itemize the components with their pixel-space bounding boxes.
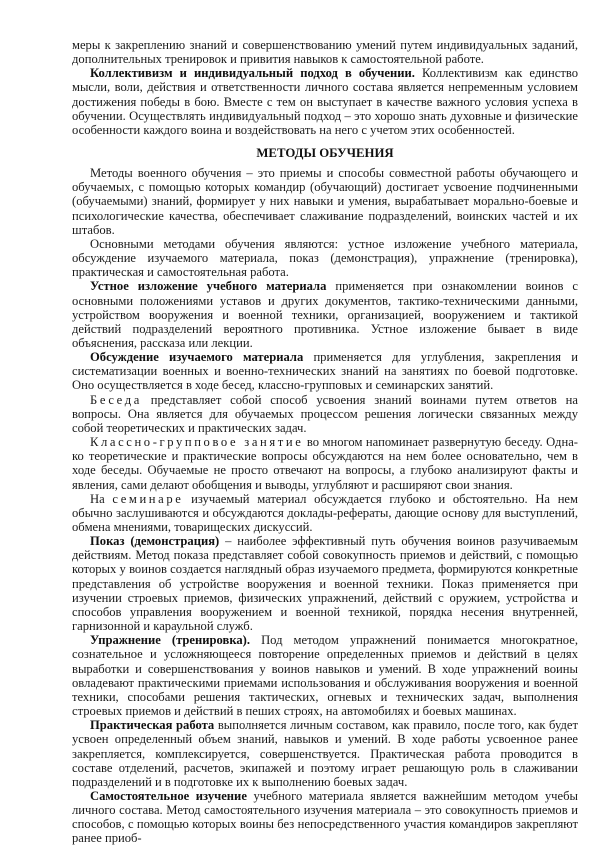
paragraph-exercise: Упражнение (тренировка). Под методом упражнений понимается многократное, сознательное и усложняющееся повторение определенных приемов и действий в целях выработки и совершенствования у воинов навыков и умений. В ходе упражнений воины овладевают практическими приемами использования и обслуживания вооружения и военной техники, способами решения тактических, огневых и технических задач, выполнения строевых приемов и действий в пеших строях, на автомобилях и боевых машинах. <box>72 633 578 719</box>
paragraph-oral-presentation: Устное изложение учебного материала применяется при ознакомлении воинов с основными положениями уставов и других документов, тактико-техническими данными, устройством вооружения и военной техники, организацией, вооружением и тактикой действий подразделений вероятного противника. Устное изложение бывает в виде объяснения, рассказа или лекции. <box>72 279 578 350</box>
spaced-lead: Классно-групповое занятие <box>90 435 304 450</box>
paragraph-practical-work: Практическая работа выполняется личным составом, как правило, после того, как будет усвоен определенный объем знаний, навыков и умений. В ходе работы усвоенное ранее закрепляется, комплексируется, совершенствуется. Практическая работа проводится в составе отделений, расчетов, экипажей и поэтому играет решающую роль в слаживании подразделений и в подготовке их к выполнению боевых задач. <box>72 718 578 789</box>
section-heading: МЕТОДЫ ОБУЧЕНИЯ <box>256 146 394 161</box>
spaced-lead: семинаре <box>112 491 184 506</box>
paragraph-discussion: Обсуждение изучаемого материала применяется для углубления, закрепления и систематизации военных и военно-технических знаний на занятиях по боевой подготовке. Оно осуществляется в ходе бесед, классно-групповых и семинарских занятий. <box>72 350 578 393</box>
paragraph-seminar: На семинаре изучаемый материал обсуждается глубоко и обстоятельно. На нем обычно заслушиваются и обсуждаются доклады-рефераты, дающие основу для выступлений, обмена мнениями, товарищеских дискуссий. <box>72 491 578 534</box>
document-page <box>72 38 578 846</box>
bold-lead: Обсуждение изучаемого материала <box>90 350 304 365</box>
bold-lead: Показ (демонстрация) <box>90 534 220 549</box>
paragraph-continued: меры к закреплению знаний и совершенствованию умений путем индивидуальных заданий, дополнительных тренировок и привития навыков к самостоятельной работе. <box>72 38 578 67</box>
paragraph-collectivism: Коллективизм и индивидуальный подход в обучении. Коллективизм как единство мысли, воли, действия и ответственности личного состава является непременным условием достижения победы в бою. Вместе с тем он выступает в качестве важного условия успеха в обучении. Осуществлять индивидуальный подход – это хорошо знать духовные и физические особенности каждого воина и воздействовать на него с учетом этих особенностей. <box>72 66 578 137</box>
paragraph-class-group: Классно-групповое занятие во многом напоминает развернутую беседу. Однако теоретические и практические вопросы обсуждаются на нем более основательно, чем в ходе беседы. Обучаемые не просто отвечают на вопросы, а глубоко анализируют факты и явления, сами делают обобщения и выводы, углубляют и расширяют свои знания. <box>72 435 578 492</box>
paragraph-demonstration: Показ (демонстрация) – наиболее эффективный путь обучения воинов разучиваемым действиям. Метод показа представляет собой совокупность приемов и действий, с помощью которых у воинов создается наглядный образ изучаемого предмета, формируются конкретные представления об устройстве вооружения и военной техники. Показ применяется при изучении строевых приемов, физических упражнений, действий с оружием, устройства и способов управления вооружением и военной техникой, порядка несения внутренней, гарнизонной и караульной служб. <box>72 534 578 634</box>
spaced-lead: Беседа <box>90 392 142 407</box>
paragraph-conversation: Беседа представляет собой способ усвоения знаний воинами путем ответов на вопросы. Она является для обучаемых процессом решения логически связанных между собой теоретических и практических задач. <box>72 392 578 435</box>
bold-lead: Самостоятельное изучение <box>90 788 247 803</box>
paragraph-methods-definition: Методы военного обучения – это приемы и способы совместной работы обучающего и обучаемых, с помощью которых командир (обучающий) достигает усвоение подчиненными (обучаемыми) знаний, формирует у них навыки и умения, вырабатывает морально-боевые и психологические качества, обеспечивает слаживание подразделений, воинских частей и их штабов. <box>72 166 578 237</box>
bold-lead: Коллективизм и индивидуальный подход в обучении. <box>90 66 415 81</box>
paragraph-self-study: Самостоятельное изучение учебного материала является важнейшим методом учебы личного состава. Метод самостоятельного изучения материала – это совокупность приемов и способов, с помощью которых воины без непосредственного участия командиров закрепляют ранее приоб- <box>72 788 578 846</box>
bold-lead: Практическая работа <box>90 718 215 733</box>
bold-lead: Устное изложение учебного материала <box>90 279 327 294</box>
bold-lead: Упражнение (тренировка). <box>90 633 251 648</box>
paragraph-main-methods: Основными методами обучения являются: устное изложение учебного материала, обсуждение изучаемого материала, показ (демонстрация), упражнение (тренировка), практическая и самостоятельная работа. <box>72 236 578 280</box>
